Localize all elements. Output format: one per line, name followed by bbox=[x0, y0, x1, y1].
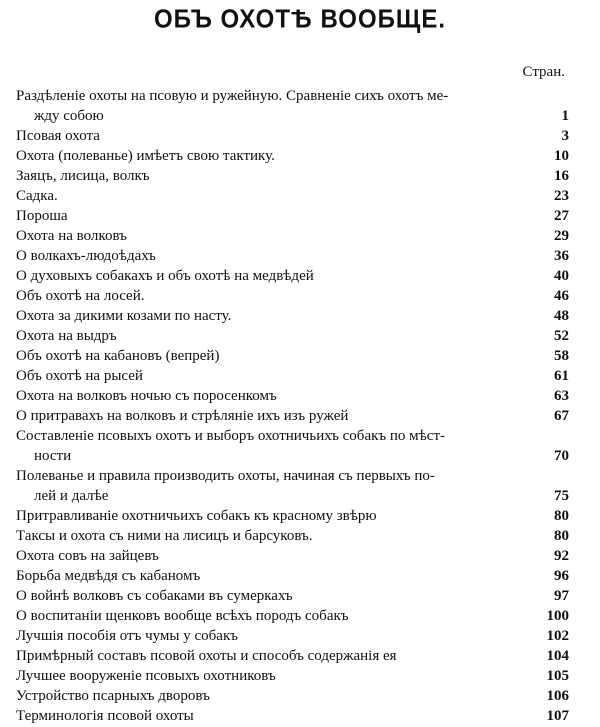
toc-entry-page-number: 102 bbox=[546, 628, 569, 644]
toc-entry-text: Охота за дикими козами по насту. bbox=[16, 308, 232, 324]
toc-entry-text: Объ охотѣ на кабановъ (вепрей) bbox=[16, 348, 220, 364]
toc-entry-text: О воспитаніи щенковъ вообще всѣхъ породъ собакъ bbox=[16, 608, 349, 624]
toc-entry bbox=[16, 306, 569, 326]
toc-entry-page-number: 40 bbox=[554, 268, 569, 284]
toc-entry-page-number: 104 bbox=[546, 648, 569, 664]
toc-entry-text: Охота (полеванье) имѣетъ свою тактику. bbox=[16, 148, 275, 164]
toc-entry bbox=[16, 606, 569, 626]
toc-entry-page-number: 3 bbox=[561, 128, 569, 144]
toc-entry bbox=[16, 386, 569, 406]
toc-entry-text: Примѣрный составъ псовой охоты и способъ содержанія ея bbox=[16, 648, 397, 664]
toc-entry-text: Притравливаніе охотничьихъ собакъ къ красному звѣрю bbox=[16, 508, 377, 524]
toc-entry-text: Садка. bbox=[16, 188, 58, 204]
toc-entry bbox=[16, 206, 569, 226]
toc-entry-text: Таксы и охота съ ними на лисицъ и барсуковъ. bbox=[16, 528, 313, 544]
toc-entry-text: Объ охотѣ на лосей. bbox=[16, 288, 145, 304]
toc-entry-text: Охота совъ на зайцевъ bbox=[16, 548, 159, 564]
toc-entry bbox=[16, 586, 569, 606]
table-of-contents bbox=[16, 86, 569, 726]
toc-entry-text: Охота на выдръ bbox=[16, 328, 117, 344]
toc-entry-page-number: 29 bbox=[554, 228, 569, 244]
page-column-header: Стран. bbox=[522, 64, 565, 80]
toc-entry-page-number: 107 bbox=[546, 708, 569, 724]
toc-entry-page-number: 10 bbox=[554, 148, 569, 164]
toc-entry-text: О притравахъ на волковъ и стрѣлянiе ихъ изъ ружей bbox=[16, 408, 349, 424]
page-title: ОБЪ ОХОТѢ ВООБЩЕ. bbox=[154, 4, 446, 35]
toc-entry-text: Терминологія псовой охоты bbox=[16, 708, 194, 724]
toc-entry bbox=[16, 246, 569, 266]
toc-entry bbox=[16, 146, 569, 166]
toc-entry bbox=[16, 646, 569, 666]
toc-entry-page-number: 105 bbox=[546, 668, 569, 684]
toc-entry-text: ности bbox=[34, 448, 72, 464]
toc-entry-page-number: 46 bbox=[554, 288, 569, 304]
toc-entry-page-number: 80 bbox=[554, 528, 569, 544]
toc-entry bbox=[16, 466, 569, 506]
toc-entry bbox=[16, 526, 569, 546]
toc-entry-page-number: 16 bbox=[554, 168, 569, 184]
toc-entry-page-number: 75 bbox=[554, 488, 569, 504]
toc-entry bbox=[16, 86, 569, 126]
toc-entry bbox=[16, 286, 569, 306]
toc-entry-text: Пороша bbox=[16, 208, 68, 224]
toc-entry bbox=[16, 326, 569, 346]
toc-entry-page-number: 61 bbox=[554, 368, 569, 384]
toc-entry bbox=[16, 366, 569, 386]
toc-entry-page-number: 27 bbox=[554, 208, 569, 224]
toc-entry-text: Охота на волковъ bbox=[16, 228, 127, 244]
toc-entry-text: Составленіе псовыхъ охотъ и выборъ охотничьихъ собакъ по мѣст- bbox=[16, 428, 446, 444]
toc-entry-page-number: 67 bbox=[554, 408, 569, 424]
toc-entry bbox=[16, 506, 569, 526]
toc-entry-text: Лучшее вооруженіе псовыхъ охотниковъ bbox=[16, 668, 276, 684]
toc-entry-text: Борьба медвѣдя съ кабаномъ bbox=[16, 568, 201, 584]
toc-entry-page-number: 23 bbox=[554, 188, 569, 204]
toc-entry-page-number: 92 bbox=[554, 548, 569, 564]
toc-entry bbox=[16, 186, 569, 206]
toc-entry-text: Полеванье и правила производить охоты, начиная съ первыхъ по- bbox=[16, 468, 435, 484]
toc-entry-page-number: 80 bbox=[554, 508, 569, 524]
toc-entry-page-number: 48 bbox=[554, 308, 569, 324]
toc-entry bbox=[16, 566, 569, 586]
toc-entry-page-number: 106 bbox=[546, 688, 569, 704]
toc-entry bbox=[16, 166, 569, 186]
toc-entry-text: О духовыхъ собакахъ и объ охотѣ на медвѣдей bbox=[16, 268, 314, 284]
toc-entry bbox=[16, 546, 569, 566]
toc-entry-text: Устройство псарныхъ дворовъ bbox=[16, 688, 210, 704]
toc-entry-text: Псовая охота bbox=[16, 128, 100, 144]
toc-entry bbox=[16, 346, 569, 366]
toc-entry bbox=[16, 686, 569, 706]
toc-entry bbox=[16, 626, 569, 646]
toc-entry-text: Охота на волковъ ночью съ поросенкомъ bbox=[16, 388, 277, 404]
toc-entry bbox=[16, 706, 569, 726]
toc-entry-text: Лучшія пособія отъ чумы у собакъ bbox=[16, 628, 238, 644]
toc-entry-page-number: 58 bbox=[554, 348, 569, 364]
toc-entry-text: О волкахъ-людоѣдахъ bbox=[16, 248, 156, 264]
toc-entry-page-number: 52 bbox=[554, 328, 569, 344]
toc-entry bbox=[16, 226, 569, 246]
toc-entry-text: Заяцъ, лисица, волкъ bbox=[16, 168, 150, 184]
toc-entry-page-number: 96 bbox=[554, 568, 569, 584]
toc-entry-text: Раздѣленіе охоты на псовую и ружейную. Сравненіе сихъ охотъ ме- bbox=[16, 88, 449, 104]
toc-entry-page-number: 97 bbox=[554, 588, 569, 604]
toc-entry bbox=[16, 266, 569, 286]
toc-entry-text: Объ охотѣ на рысей bbox=[16, 368, 143, 384]
toc-entry-page-number: 36 bbox=[554, 248, 569, 264]
toc-entry bbox=[16, 406, 569, 426]
toc-entry-text: лей и далѣе bbox=[34, 488, 109, 504]
toc-entry bbox=[16, 426, 569, 466]
toc-entry bbox=[16, 666, 569, 686]
toc-entry-page-number: 1 bbox=[561, 108, 569, 124]
toc-entry-page-number: 63 bbox=[554, 388, 569, 404]
toc-entry-text: О войнѣ волковъ съ собаками въ сумеркахъ bbox=[16, 588, 293, 604]
toc-entry-page-number: 70 bbox=[554, 448, 569, 464]
toc-entry-text: жду собою bbox=[34, 108, 104, 124]
toc-entry bbox=[16, 126, 569, 146]
toc-entry-page-number: 100 bbox=[546, 608, 569, 624]
